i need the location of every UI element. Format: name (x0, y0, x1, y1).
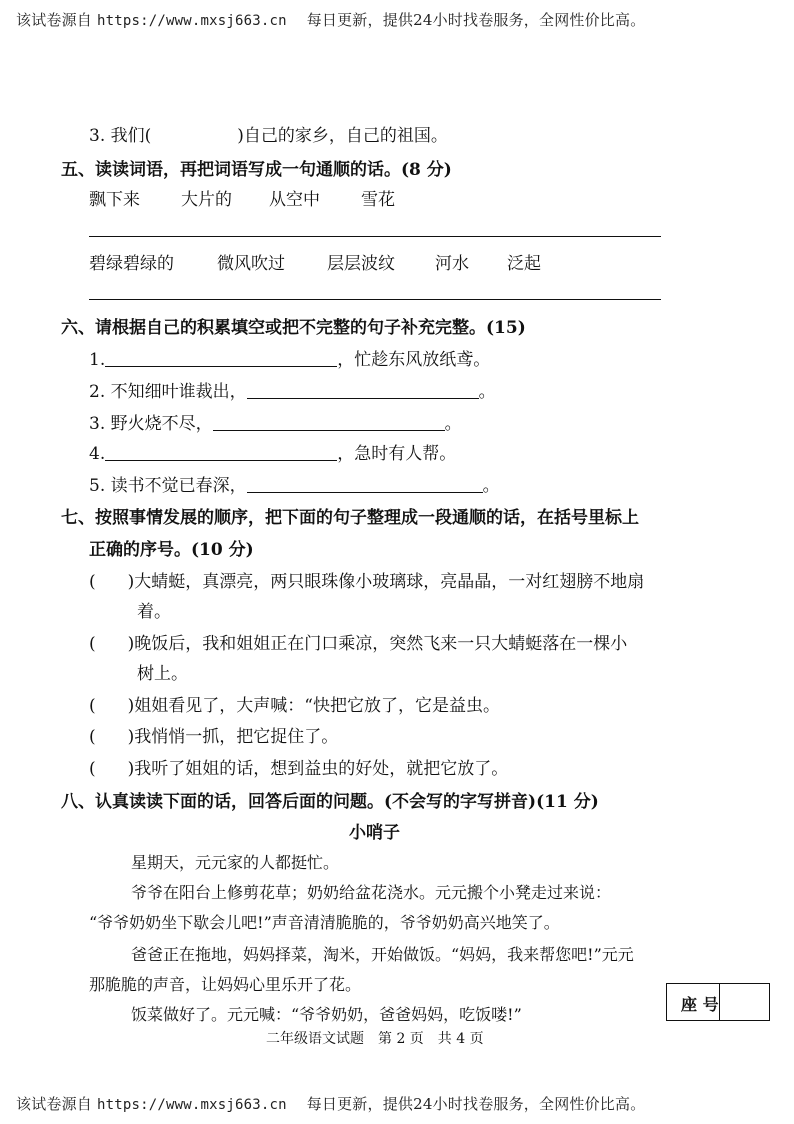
banner-suffix: 每日更新，提供24小时找卷服务，全网性价比高。 (306, 11, 646, 29)
answer-line-2[interactable] (89, 299, 661, 300)
source-banner-bottom (16, 1093, 645, 1114)
story-paragraph: 饭菜做好了。元元喊：“爷爷奶奶，爸爸妈妈，吃饭喽!” (131, 1005, 522, 1024)
order-bracket-open[interactable]: ( (89, 727, 96, 747)
seat-box-divider (719, 984, 720, 1020)
word: 雪花 (361, 190, 395, 210)
q4-item-3: 3. 我们( )自己的家乡，自己的祖国。 (89, 126, 448, 146)
order-bracket-open[interactable]: ( (89, 696, 96, 716)
fill-blank[interactable] (247, 382, 479, 399)
order-item-continued: 着。 (137, 602, 171, 622)
fill-item-1: 1. ，忙趁东风放纸鸢。 (89, 350, 491, 370)
order-bracket-open[interactable]: ( (89, 634, 96, 654)
answer-line-1[interactable] (89, 236, 661, 237)
word: 泛起 (507, 254, 541, 274)
story-paragraph: “爷爷奶奶坐下歇会儿吧!”声音清清脆脆的，爷爷奶奶高兴地笑了。 (89, 913, 560, 932)
story-paragraph: 星期天，元元家的人都挺忙。 (131, 853, 340, 872)
word: 飘下来 (89, 190, 140, 210)
section-7-title-line-2: 正确的序号。(10 分) (89, 540, 254, 560)
word: 河水 (435, 254, 469, 274)
banner-prefix: 该试卷源自 (16, 1095, 93, 1113)
word-group-1 (89, 185, 395, 210)
fill-blank[interactable] (105, 350, 337, 367)
word: 大片的 (181, 190, 232, 210)
order-item: ( )晚饭后，我和姐姐正在门口乘凉，突然飞来一只大蜻蜓落在一棵小 (89, 634, 628, 654)
fill-item-5: 5. 读书不觉已春深， 。 (89, 476, 500, 496)
banner-url[interactable]: https://www.mxsj663.cn (96, 1097, 287, 1113)
order-item-continued: 树上。 (137, 664, 188, 684)
banner-suffix: 每日更新，提供24小时找卷服务，全网性价比高。 (306, 1095, 646, 1113)
order-item: ( )姐姐看见了，大声喊：“快把它放了，它是益虫。 (89, 696, 500, 716)
story-paragraph: 那脆脆的声音，让妈妈心里乐开了花。 (89, 975, 362, 994)
story-paragraph: 爷爷在阳台上修剪花草；奶奶给盆花浇水。元元搬个小凳走过来说： (131, 883, 612, 902)
section-8-title: 八、认真读读下面的话，回答后面的问题。(不会写的字写拼音)(11 分) (61, 792, 599, 812)
banner-url[interactable]: https://www.mxsj663.cn (96, 13, 287, 29)
section-5-title: 五、读读词语，再把词语写成一句通顺的话。(8 分) (61, 160, 452, 180)
word: 微风吹过 (217, 254, 285, 274)
page-footer: 二年级语文试题 第 2 页 共 4 页 (266, 1031, 484, 1047)
section-7-title-line-1: 七、按照事情发展的顺序，把下面的句子整理成一段通顺的话，在括号里标上 (61, 508, 639, 528)
source-banner-top (16, 9, 645, 30)
word-group-2 (89, 249, 541, 274)
story-title: 小哨子 (349, 823, 400, 843)
order-item: ( )我悄悄一抓，把它捉住了。 (89, 727, 339, 747)
order-bracket-open[interactable]: ( (89, 759, 96, 779)
fill-blank[interactable] (105, 444, 337, 461)
banner-prefix: 该试卷源自 (16, 11, 93, 29)
seat-number-box (666, 983, 770, 1021)
story-paragraph: 爸爸正在拖地，妈妈择菜，淘米，开始做饭。“妈妈，我来帮您吧!”元元 (131, 945, 634, 964)
fill-item-4: 4. ，急时有人帮。 (89, 444, 457, 464)
word: 从空中 (269, 190, 320, 210)
fill-blank[interactable] (247, 476, 483, 493)
seat-number-label: 座 号 (681, 995, 719, 1014)
section-6-title: 六、请根据自己的积累填空或把不完整的句子补充完整。(15) (61, 318, 526, 338)
fill-blank[interactable] (213, 414, 445, 431)
order-bracket-open[interactable]: ( (89, 572, 96, 592)
word: 碧绿碧绿的 (89, 254, 174, 274)
order-item: ( )大蜻蜓，真漂亮，两只眼珠像小玻璃球，亮晶晶，一对红翅膀不地扇 (89, 572, 645, 592)
word: 层层波纹 (327, 254, 395, 274)
fill-item-3: 3. 野火烧不尽， 。 (89, 414, 462, 434)
fill-item-2: 2. 不知细叶谁裁出， 。 (89, 382, 496, 402)
order-item: ( )我听了姐姐的话，想到益虫的好处，就把它放了。 (89, 759, 509, 779)
